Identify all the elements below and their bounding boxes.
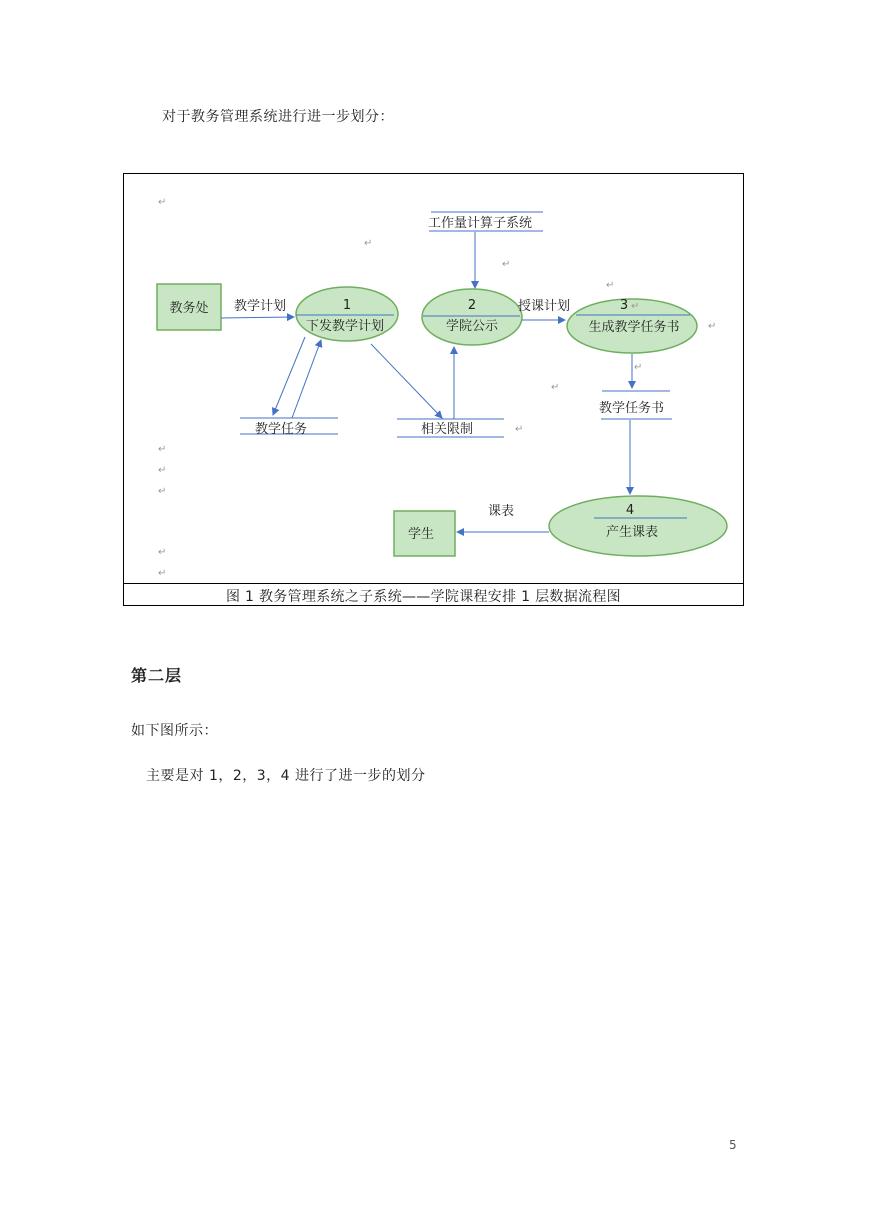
return-mark: ↵ (515, 424, 524, 435)
entity-student-label: 学生 (407, 527, 435, 542)
return-mark: ↵ (606, 280, 615, 291)
process-4-name: 产生课表 (605, 525, 659, 540)
paragraph-2: 主要是对 1，2，3，4 进行了进一步的划分 (146, 768, 426, 784)
return-mark: ↵ (158, 197, 167, 208)
store-teaching-task-label: 教学任务 (255, 422, 308, 437)
entity-jiaowuchu-label: 教务处 (169, 301, 209, 316)
return-mark: ↵ (364, 238, 373, 249)
flow-timetable-label: 课表 (488, 504, 515, 519)
arrow-teaching-plan (221, 317, 294, 318)
return-mark: ↵ (708, 321, 717, 332)
store-restrictions-label: 相关限制 (421, 422, 474, 437)
flow-teaching-plan-label: 教学计划 (234, 299, 287, 314)
store-restrictions (397, 419, 504, 437)
store-workload-label: 工作量计算子系统 (428, 216, 533, 231)
process-4-number: 4 (625, 503, 635, 518)
return-mark: ↵ (551, 382, 560, 393)
store-task-book (599, 391, 672, 419)
data-flow-diagram (124, 174, 745, 583)
return-mark: ↵ (158, 465, 167, 476)
figure-box (123, 173, 744, 606)
process-2-name: 学院公示 (445, 319, 499, 334)
arrow-task-to-1 (292, 340, 321, 418)
caption-row (124, 583, 743, 606)
return-mark: ↵ (634, 362, 643, 373)
process-1-number: 1 (342, 298, 352, 313)
process-3-name: 生成教学任务书 (588, 320, 680, 335)
return-mark: ↵ (502, 259, 511, 270)
process-2-number: 2 (467, 298, 477, 313)
return-mark: ↵ (631, 301, 640, 312)
page-number: 5 (729, 1138, 737, 1152)
arrow-1-to-restrictions (371, 344, 442, 418)
return-mark: ↵ (158, 547, 167, 558)
paragraph-1: 如下图所示： (131, 723, 218, 739)
store-task-book-label: 教学任务书 (599, 401, 665, 416)
return-mark: ↵ (158, 486, 167, 497)
flow-course-plan-label: 授课计划 (518, 299, 571, 314)
process-3-number: 3 (619, 298, 629, 313)
store-teaching-task (240, 418, 338, 437)
figure-caption: 图 1 教务管理系统之子系统——学院课程安排 1 层数据流程图 (226, 589, 621, 605)
intro-text: 对于教务管理系统进行进一步划分： (162, 109, 394, 125)
store-workload (428, 212, 543, 231)
return-mark: ↵ (158, 444, 167, 455)
section-heading: 第二层 (131, 666, 183, 685)
return-mark: ↵ (158, 568, 167, 579)
arrow-1-to-task (273, 337, 305, 415)
process-1-name: 下发教学计划 (305, 319, 385, 334)
